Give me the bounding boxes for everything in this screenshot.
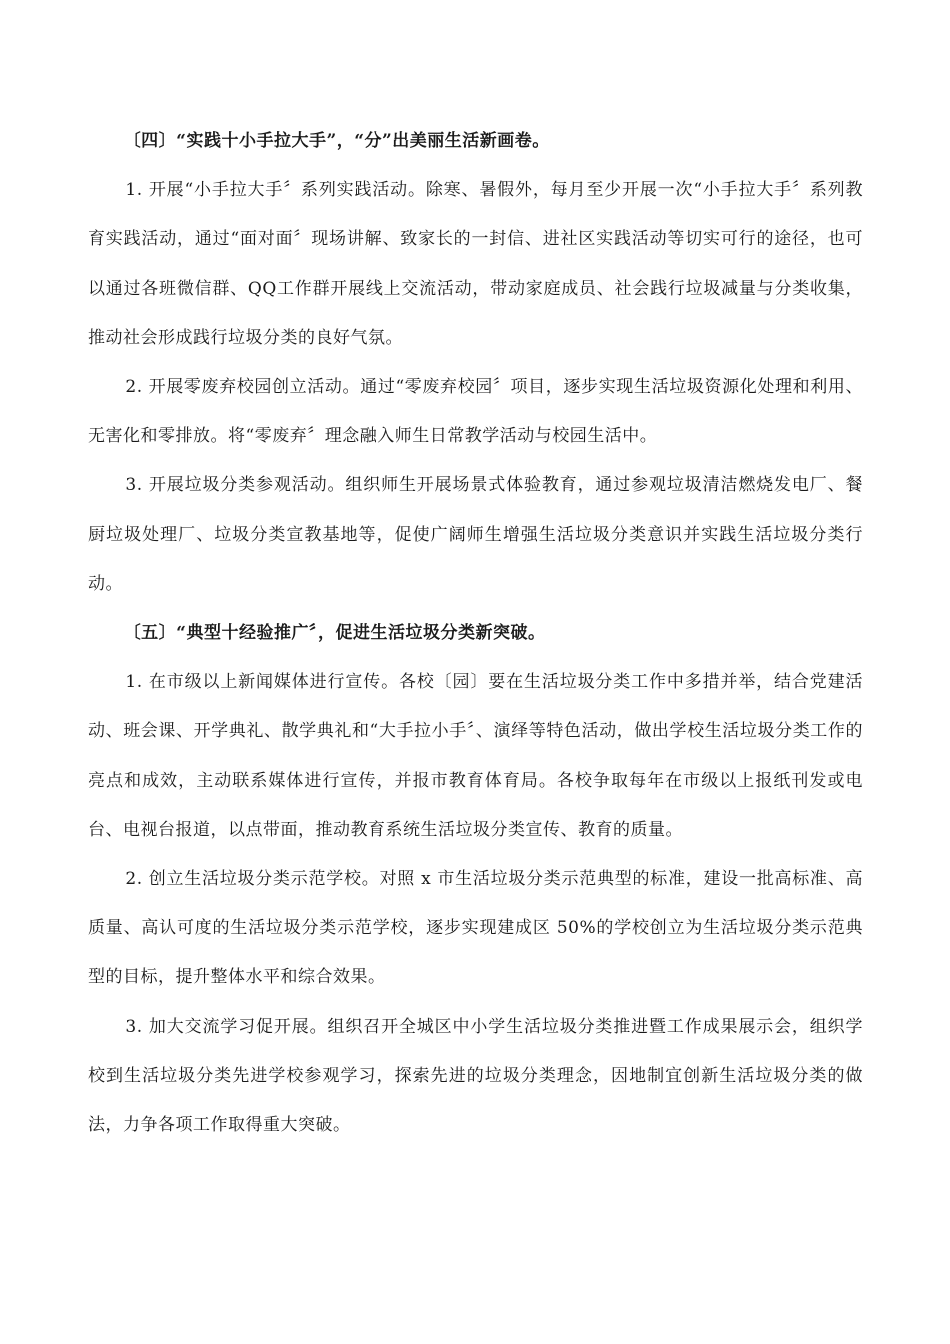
- paragraph-4-2: 2. 开展零废弃校园创立活动。通过“零废弃校园〞项目，逐步实现生活垃圾资源化处理和利用、无害化和零排放。将“零废弃〞理念融入师生日常教学活动与校园生活中。: [88, 377, 863, 447]
- paragraph-5-2: 2. 创立生活垃圾分类示范学校。对照 x 市生活垃圾分类示范典型的标准，建设一批高标准、高质量、高认可度的生活垃圾分类示范学校，逐步实现建成区 50%的学校创立为生活垃圾分类示范典型的目标，提升整体水平和综合效果。: [88, 869, 863, 988]
- paragraph-4-1: 1. 开展“小手拉大手〞系列实践活动。除寒、暑假外，每月至少开展一次“小手拉大手〞系列教育实践活动，通过“面对面〞现场讲解、致家长的一封信、进社区实践活动等切实可行的途径，也可以通过各班微信群、QQ工作群开展线上交流活动，带动家庭成员、社会践行垃圾减量与分类收集，推动社会形成践行垃圾分类的良好气氛。: [88, 180, 863, 348]
- document-page: [88, 117, 863, 1150]
- paragraph-5-1: 1. 在市级以上新闻媒体进行宣传。各校〔园〕要在生活垃圾分类工作中多措并举，结合党建活动、班会课、开学典礼、散学典礼和“大手拉小手〞、演绎等特色活动，做出学校生活垃圾分类工作的亮点和成效，主动联系媒体进行宣传，并报市教育体育局。各校争取每年在市级以上报纸刊发或电台、电视台报道，以点带面，推动教育系统生活垃圾分类宣传、教育的质量。: [88, 672, 863, 840]
- paragraph-4-3: 3. 开展垃圾分类参观活动。组织师生开展场景式体验教育，通过参观垃圾清洁燃烧发电厂、餐厨垃圾处理厂、垃圾分类宣教基地等，促使广阔师生增强生活垃圾分类意识并实践生活垃圾分类行动。: [88, 475, 863, 594]
- section-heading-4: 〔四〕“实践十小手拉大手”，“分”出美丽生活新画卷。: [123, 131, 550, 151]
- section-heading-5: 〔五〕“典型十经验推广〞，促进生活垃圾分类新突破。: [123, 623, 546, 644]
- paragraph-5-3: 3. 加大交流学习促开展。组织召开全城区中小学生活垃圾分类推进暨工作成果展示会，组织学校到生活垃圾分类先进学校参观学习，探索先进的垃圾分类理念，因地制宜创新生活垃圾分类的做法，力争各项工作取得重大突破。: [88, 1016, 863, 1136]
